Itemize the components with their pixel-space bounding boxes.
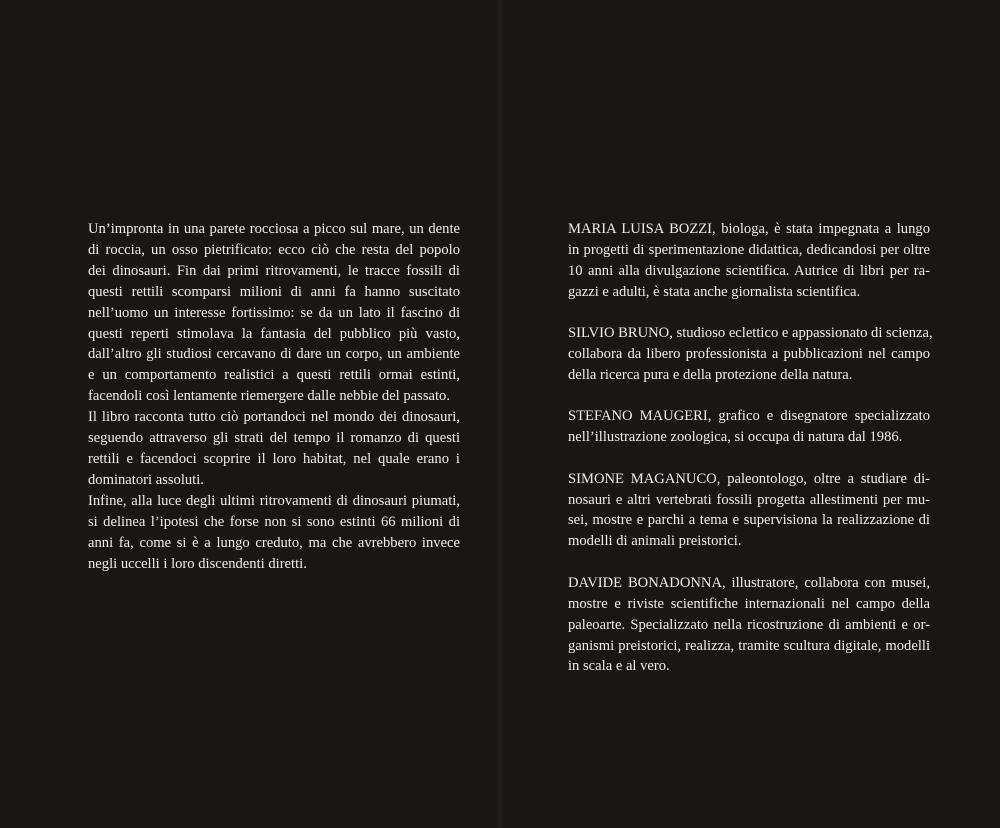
bio-maria-luisa-bozzi bbox=[568, 219, 930, 303]
text-line: facendoli così lentamente riemergere dalle nebbie del passato. bbox=[88, 388, 450, 405]
text-line: negli uccelli i loro discendenti diretti. bbox=[88, 555, 307, 572]
text-line: gazzi e adulti, è stata anche giornalista scientifica. bbox=[568, 283, 861, 300]
text-line: si delinea l’ipotesi che forse non si sono estinti 66 milioni di bbox=[88, 513, 460, 530]
text-line: STEFANO MAUGERI, grafico e disegnatore specializzato bbox=[568, 408, 930, 425]
bio-silvio-bruno bbox=[568, 323, 933, 386]
text-line: seguendo attraverso gli strati del tempo il romanzo di questi bbox=[88, 430, 460, 447]
text-line: e un comportamento realistici a questi rettili ormai estinti, bbox=[88, 367, 460, 384]
text-line: mostre e riviste scientifiche internazionali nel campo della bbox=[568, 595, 930, 612]
text-line: SIMONE MAGANUCO, paleontologo, oltre a studiare di- bbox=[568, 470, 930, 487]
text-line: DAVIDE BONADONNA, illustratore, collabora con musei, bbox=[568, 574, 930, 591]
text-line: nosauri e altri vertebrati fossili progetta allestimenti per mu- bbox=[568, 491, 930, 508]
bio-simone-maganuco bbox=[568, 469, 930, 553]
text-line: nell’illustrazione zoologica, si occupa di natura dal 1986. bbox=[568, 429, 903, 446]
right-page bbox=[500, 0, 1000, 828]
text-line: nell’uomo un interesse fortissimo: se da un lato il fascino di bbox=[88, 304, 460, 321]
text-line: dominatori assoluti. bbox=[88, 471, 204, 488]
text-line: in scala e al vero. bbox=[568, 658, 670, 675]
text-line: in progetti di sperimentazione didattica, dedicandosi per oltre bbox=[568, 241, 930, 258]
text-line: sei, mostre e parchi a tema e supervisiona la realizzazione di bbox=[568, 512, 930, 529]
text-line: dall’altro gli studiosi cercavano di dare un corpo, un ambiente bbox=[88, 346, 460, 363]
authors-bios bbox=[568, 219, 933, 698]
text-line: Un’impronta in una parete rocciosa a picco sul mare, un dente bbox=[88, 221, 460, 237]
text-line: anni fa, come si è a lungo creduto, ma che avrebbero invece bbox=[88, 534, 460, 551]
text-line: collabora da libero professionista a pubblicazioni nel campo bbox=[568, 346, 930, 363]
synopsis-paragraph-3 bbox=[88, 491, 460, 575]
text-line: MARIA LUISA BOZZI, biologa, è stata impegnata a lungo bbox=[568, 221, 930, 237]
bio-stefano-maugeri bbox=[568, 406, 930, 448]
text-line: rettili e facendoci scoprire il loro habitat, nel quale erano i bbox=[88, 450, 460, 467]
synopsis-paragraph-2 bbox=[88, 407, 460, 491]
text-line: questi rettili scomparsi milioni di anni fa hanno suscitato bbox=[88, 283, 460, 300]
text-line: questi reperti stimolava la fantasia del pubblico più vasto, bbox=[88, 325, 460, 342]
text-line: della ricerca pura e della protezione della natura. bbox=[568, 366, 853, 383]
synopsis-text bbox=[88, 219, 460, 574]
text-line: Il libro racconta tutto ciò portandoci nel mondo dei dinosauri, bbox=[88, 409, 460, 426]
text-line: dei dinosauri. Fin dai primi ritrovamenti, le tracce fossili di bbox=[88, 262, 460, 279]
text-line: Infine, alla luce degli ultimi ritrovamenti di dinosauri piumati, bbox=[88, 492, 460, 509]
text-line: ganismi preistorici, realizza, tramite scultura digitale, modelli bbox=[568, 637, 930, 654]
text-line: SILVIO BRUNO, studioso eclettico e appassionato di scienza, bbox=[568, 325, 933, 342]
text-line: di roccia, un osso pietrificato: ecco ciò che resta del popolo bbox=[88, 241, 460, 258]
synopsis-paragraph-1 bbox=[88, 219, 460, 407]
text-line: 10 anni alla divulgazione scientifica. Autrice di libri per ra- bbox=[568, 262, 930, 279]
bio-davide-bonadonna bbox=[568, 573, 930, 678]
text-line: modelli di animali preistorici. bbox=[568, 533, 742, 550]
text-line: paleoarte. Specializzato nella ricostruzione di ambienti e or- bbox=[568, 616, 930, 633]
